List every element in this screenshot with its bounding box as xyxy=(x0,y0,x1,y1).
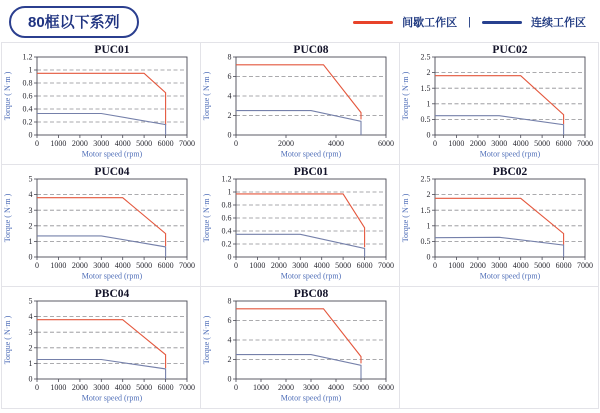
chart-title: PUC01 xyxy=(94,44,130,56)
x-tick-label: 1000 xyxy=(448,139,465,148)
plot-border xyxy=(435,57,585,135)
series-line xyxy=(37,73,166,125)
plot-border xyxy=(37,301,187,379)
y-tick-label: 1.2 xyxy=(22,52,33,62)
series-line xyxy=(435,76,564,124)
y-tick-label: 4 xyxy=(28,312,33,322)
x-tick-label: 3000 xyxy=(491,261,508,270)
series-line xyxy=(236,309,361,364)
y-tick-label: 8 xyxy=(227,52,232,62)
series-line xyxy=(236,234,365,257)
x-tick-label: 1000 xyxy=(448,261,465,270)
y-tick-label: 0.6 xyxy=(221,213,232,223)
x-tick-label: 1000 xyxy=(50,139,67,148)
x-tick-label: 4000 xyxy=(328,139,344,148)
series-line xyxy=(37,236,166,257)
series-line xyxy=(37,114,166,136)
x-tick-label: 2000 xyxy=(469,139,486,148)
chart-grid xyxy=(1,42,599,409)
y-tick-label: 2.5 xyxy=(420,52,431,62)
x-tick-label: 3000 xyxy=(303,383,319,392)
y-tick-label: 0 xyxy=(28,374,33,384)
legend-separator: | xyxy=(468,16,471,28)
x-tick-label: 6000 xyxy=(555,139,572,148)
y-axis-label: Torque ( N·m ) xyxy=(3,193,12,243)
x-axis-label: Motor speed (rpm) xyxy=(280,149,342,159)
x-tick-label: 7000 xyxy=(179,261,195,270)
x-axis-label: Motor speed (rpm) xyxy=(81,149,143,159)
y-tick-label: 0.8 xyxy=(22,78,33,88)
x-axis-label: Motor speed (rpm) xyxy=(479,271,541,281)
empty-cell xyxy=(400,287,599,409)
intermittent-line-swatch xyxy=(353,21,393,24)
x-tick-label: 2000 xyxy=(469,261,486,270)
y-tick-label: 0.2 xyxy=(221,239,232,249)
x-tick-label: 0 xyxy=(234,139,238,148)
y-axis-label: Torque ( N·m ) xyxy=(202,71,211,121)
y-axis-label: Torque ( N·m ) xyxy=(3,71,12,121)
chart-title: PBC04 xyxy=(94,288,130,300)
y-tick-label: 2 xyxy=(227,355,232,365)
series-line xyxy=(435,116,564,135)
series-title-badge xyxy=(9,6,139,38)
chart-cell-PBC02 xyxy=(400,165,599,287)
x-tick-label: 4000 xyxy=(313,261,330,270)
x-axis-label: Motor speed (rpm) xyxy=(81,271,143,281)
x-tick-label: 1000 xyxy=(253,383,269,392)
continuous-zone-label: 连续工作区 xyxy=(531,17,586,29)
y-tick-label: 1 xyxy=(28,65,33,75)
x-tick-label: 0 xyxy=(234,261,238,270)
x-tick-label: 1000 xyxy=(50,261,67,270)
y-tick-label: 0.4 xyxy=(221,226,232,236)
y-tick-label: 0.2 xyxy=(22,117,33,127)
y-tick-label: 1.5 xyxy=(420,83,431,93)
y-tick-label: 3 xyxy=(28,205,33,215)
y-axis-label: Torque ( N·m ) xyxy=(401,71,410,121)
y-tick-label: 0 xyxy=(28,252,33,262)
chart-title: PUC04 xyxy=(94,166,130,178)
x-tick-label: 3000 xyxy=(93,261,110,270)
x-tick-label: 0 xyxy=(35,261,39,270)
chart-cell-PBC08 xyxy=(201,287,400,409)
x-tick-label: 0 xyxy=(433,261,437,270)
y-tick-label: 2 xyxy=(426,68,431,78)
x-tick-label: 2000 xyxy=(71,261,88,270)
chart-cell-PBC01 xyxy=(201,165,400,287)
x-axis-label: Motor speed (rpm) xyxy=(280,393,342,403)
y-tick-label: 1 xyxy=(28,359,33,368)
y-tick-label: 0 xyxy=(426,130,431,140)
y-tick-label: 4 xyxy=(227,335,232,345)
legend xyxy=(353,14,586,30)
y-tick-label: 1.2 xyxy=(221,174,232,184)
chart-PUC02 xyxy=(401,43,597,164)
y-tick-label: 2 xyxy=(28,343,33,353)
y-tick-label: 1 xyxy=(28,237,33,246)
x-tick-label: 7000 xyxy=(179,139,195,148)
x-tick-label: 6000 xyxy=(356,261,373,270)
y-tick-label: 1 xyxy=(426,99,431,109)
chart-cell-PUC02 xyxy=(400,43,599,165)
x-tick-label: 5000 xyxy=(353,383,369,392)
chart-title: PUC08 xyxy=(293,44,329,56)
chart-PUC04 xyxy=(3,165,199,286)
intermittent-zone-label: 间歇工作区 xyxy=(402,17,458,29)
y-tick-label: 0.5 xyxy=(420,237,431,246)
y-tick-label: 0 xyxy=(227,252,232,262)
x-tick-label: 6000 xyxy=(157,383,174,392)
x-tick-label: 5000 xyxy=(534,261,551,270)
y-tick-label: 0.4 xyxy=(22,104,33,114)
x-tick-label: 1000 xyxy=(50,383,67,392)
chart-title: PBC01 xyxy=(293,166,329,178)
y-tick-label: 2.5 xyxy=(420,174,431,184)
x-tick-label: 4000 xyxy=(114,139,131,148)
chart-PUC08 xyxy=(202,43,398,164)
y-axis-label: Torque ( N·m ) xyxy=(3,315,12,365)
y-tick-label: 0.8 xyxy=(221,200,232,210)
y-tick-label: 0 xyxy=(227,130,232,140)
x-tick-label: 2000 xyxy=(71,383,88,392)
y-axis-label: Torque ( N·m ) xyxy=(202,315,211,365)
series-line xyxy=(236,355,361,379)
y-tick-label: 6 xyxy=(227,72,232,82)
chart-title: PBC02 xyxy=(492,166,528,178)
y-tick-label: 4 xyxy=(28,190,33,200)
x-tick-label: 1000 xyxy=(249,261,266,270)
x-tick-label: 4000 xyxy=(114,383,131,392)
y-tick-label: 3 xyxy=(28,327,33,337)
y-tick-label: 0 xyxy=(28,130,33,140)
x-tick-label: 3000 xyxy=(292,261,309,270)
series-line xyxy=(236,111,361,135)
x-tick-label: 7000 xyxy=(577,139,593,148)
chart-title: PBC08 xyxy=(293,288,329,300)
y-tick-label: 5 xyxy=(28,174,33,184)
series-line xyxy=(236,65,361,120)
chart-cell-PUC04 xyxy=(2,165,201,287)
y-tick-label: 0.6 xyxy=(22,91,33,101)
x-axis-label: Motor speed (rpm) xyxy=(81,393,143,403)
y-tick-label: 0.5 xyxy=(420,115,431,124)
y-tick-label: 2 xyxy=(28,221,33,231)
y-axis-label: Torque ( N·m ) xyxy=(401,193,410,243)
x-tick-label: 2000 xyxy=(278,139,294,148)
x-tick-label: 5000 xyxy=(335,261,352,270)
continuous-line-swatch xyxy=(482,21,522,24)
y-tick-label: 8 xyxy=(227,296,232,306)
y-tick-label: 1.5 xyxy=(420,205,431,215)
chart-cell-PUC01 xyxy=(2,43,201,165)
x-tick-label: 7000 xyxy=(378,261,394,270)
x-tick-label: 2000 xyxy=(71,139,88,148)
x-tick-label: 6000 xyxy=(378,139,394,148)
y-tick-label: 6 xyxy=(227,316,232,326)
x-tick-label: 0 xyxy=(234,383,238,392)
y-tick-label: 4 xyxy=(227,91,232,101)
y-tick-label: 5 xyxy=(28,296,33,306)
x-tick-label: 5000 xyxy=(136,139,153,148)
x-tick-label: 3000 xyxy=(93,383,110,392)
series-line xyxy=(37,198,166,246)
chart-PBC02 xyxy=(401,165,597,286)
x-tick-label: 2000 xyxy=(278,383,294,392)
plot-border xyxy=(37,179,187,257)
x-tick-label: 5000 xyxy=(534,139,551,148)
header xyxy=(0,0,600,42)
series-line xyxy=(435,237,564,257)
y-tick-label: 1 xyxy=(426,221,431,231)
chart-PUC01 xyxy=(3,43,199,164)
x-tick-label: 0 xyxy=(433,139,437,148)
x-axis-label: Motor speed (rpm) xyxy=(280,271,342,281)
chart-cell-PUC08 xyxy=(201,43,400,165)
y-tick-label: 1 xyxy=(227,187,232,197)
y-tick-label: 2 xyxy=(227,111,232,121)
x-tick-label: 5000 xyxy=(136,261,153,270)
x-tick-label: 3000 xyxy=(93,139,110,148)
x-tick-label: 2000 xyxy=(270,261,287,270)
y-tick-label: 2 xyxy=(426,190,431,200)
x-tick-label: 0 xyxy=(35,139,39,148)
chart-title: PUC02 xyxy=(492,44,528,56)
series-line xyxy=(236,194,365,247)
x-tick-label: 6000 xyxy=(157,139,174,148)
x-tick-label: 4000 xyxy=(512,261,529,270)
y-axis-label: Torque ( N·m ) xyxy=(202,193,211,243)
y-tick-label: 0 xyxy=(227,374,232,384)
x-tick-label: 6000 xyxy=(378,383,394,392)
chart-PBC01 xyxy=(202,165,398,286)
x-tick-label: 6000 xyxy=(555,261,572,270)
x-tick-label: 7000 xyxy=(577,261,593,270)
x-tick-label: 4000 xyxy=(512,139,529,148)
chart-cell-PBC04 xyxy=(2,287,201,409)
x-axis-label: Motor speed (rpm) xyxy=(479,149,541,159)
series-line xyxy=(37,320,166,368)
series-line xyxy=(37,360,166,380)
x-tick-label: 7000 xyxy=(179,383,195,392)
x-tick-label: 4000 xyxy=(328,383,344,392)
x-tick-label: 3000 xyxy=(491,139,508,148)
series-title: 80框以下系列 xyxy=(28,14,120,31)
chart-PBC04 xyxy=(3,287,199,408)
chart-PBC08 xyxy=(202,287,398,408)
x-tick-label: 5000 xyxy=(136,383,153,392)
x-tick-label: 0 xyxy=(35,383,39,392)
x-tick-label: 4000 xyxy=(114,261,131,270)
x-tick-label: 6000 xyxy=(157,261,174,270)
y-tick-label: 0 xyxy=(426,252,431,262)
